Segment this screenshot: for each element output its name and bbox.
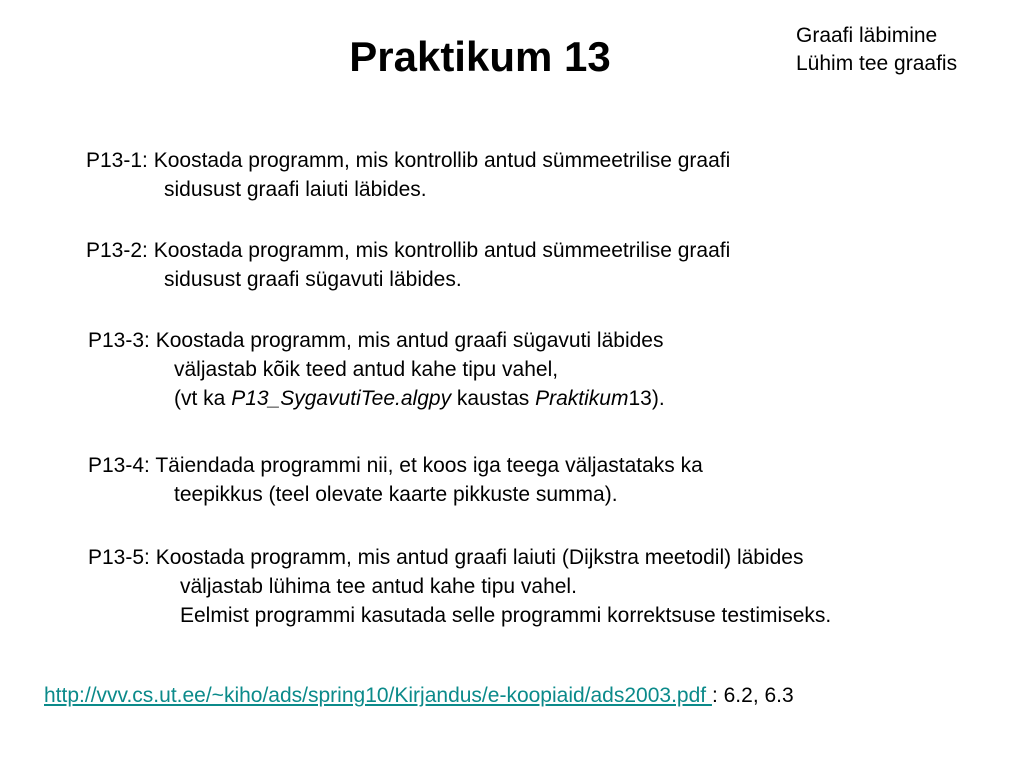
task-p13-4 xyxy=(88,451,703,509)
task-p13-5-line1: P13-5: Koostada programm, mis antud graafi laiuti (Dijkstra meetodil) läbides xyxy=(88,546,804,569)
task-p13-3-line2: väljastab kõik teed antud kahe tipu vahel, xyxy=(174,358,559,381)
task-p13-3-line1: P13-3: Koostada programm, mis antud graafi sügavuti läbides xyxy=(88,329,664,352)
task-p13-3-ref-mid: kaustas xyxy=(451,387,536,410)
task-p13-3-filename: P13_SygavutiTee.algpy xyxy=(231,387,452,410)
task-p13-5 xyxy=(88,543,831,630)
task-p13-5-line3: Eelmist programmi kasutada selle programmi korrektsuse testimiseks. xyxy=(180,604,832,627)
task-p13-2 xyxy=(86,236,730,294)
slide-title: Praktikum 13 xyxy=(349,33,611,80)
task-p13-4-line1: P13-4: Täiendada programmi nii, et koos iga teega väljastataks ka xyxy=(88,454,703,477)
task-p13-3-ref-prefix: (vt ka xyxy=(174,387,232,410)
task-p13-3 xyxy=(88,326,665,413)
reference-link[interactable]: http://vvv.cs.ut.ee/~kiho/ads/spring10/Kirjandus/e-koopiaid/ads2003.pdf xyxy=(44,684,712,707)
topic-shortest-path: Lühim tee graafis xyxy=(796,52,958,75)
task-p13-3-ref-suffix: 13). xyxy=(628,387,665,410)
topic-graph-traversal: Graafi läbimine xyxy=(796,24,938,47)
topic-list xyxy=(796,22,957,78)
task-p13-3-folder: Praktikum xyxy=(535,387,629,410)
task-p13-1-line2: sidusust graafi laiuti läbides. xyxy=(164,178,427,201)
task-p13-3-line3 xyxy=(88,384,665,413)
task-p13-4-line2: teepikkus (teel olevate kaarte pikkuste summa). xyxy=(174,483,618,506)
reference-sections: : 6.2, 6.3 xyxy=(711,684,794,707)
task-p13-1 xyxy=(86,146,730,204)
task-p13-5-line2: väljastab lühima tee antud kahe tipu vahel. xyxy=(180,575,577,598)
reference-line xyxy=(44,684,794,708)
task-p13-1-line1: P13-1: Koostada programm, mis kontrollib antud sümmeetrilise graafi xyxy=(86,149,731,172)
task-p13-2-line1: P13-2: Koostada programm, mis kontrollib antud sümmeetrilise graafi xyxy=(86,239,731,262)
task-p13-2-line2: sidusust graafi sügavuti läbides. xyxy=(164,268,462,291)
